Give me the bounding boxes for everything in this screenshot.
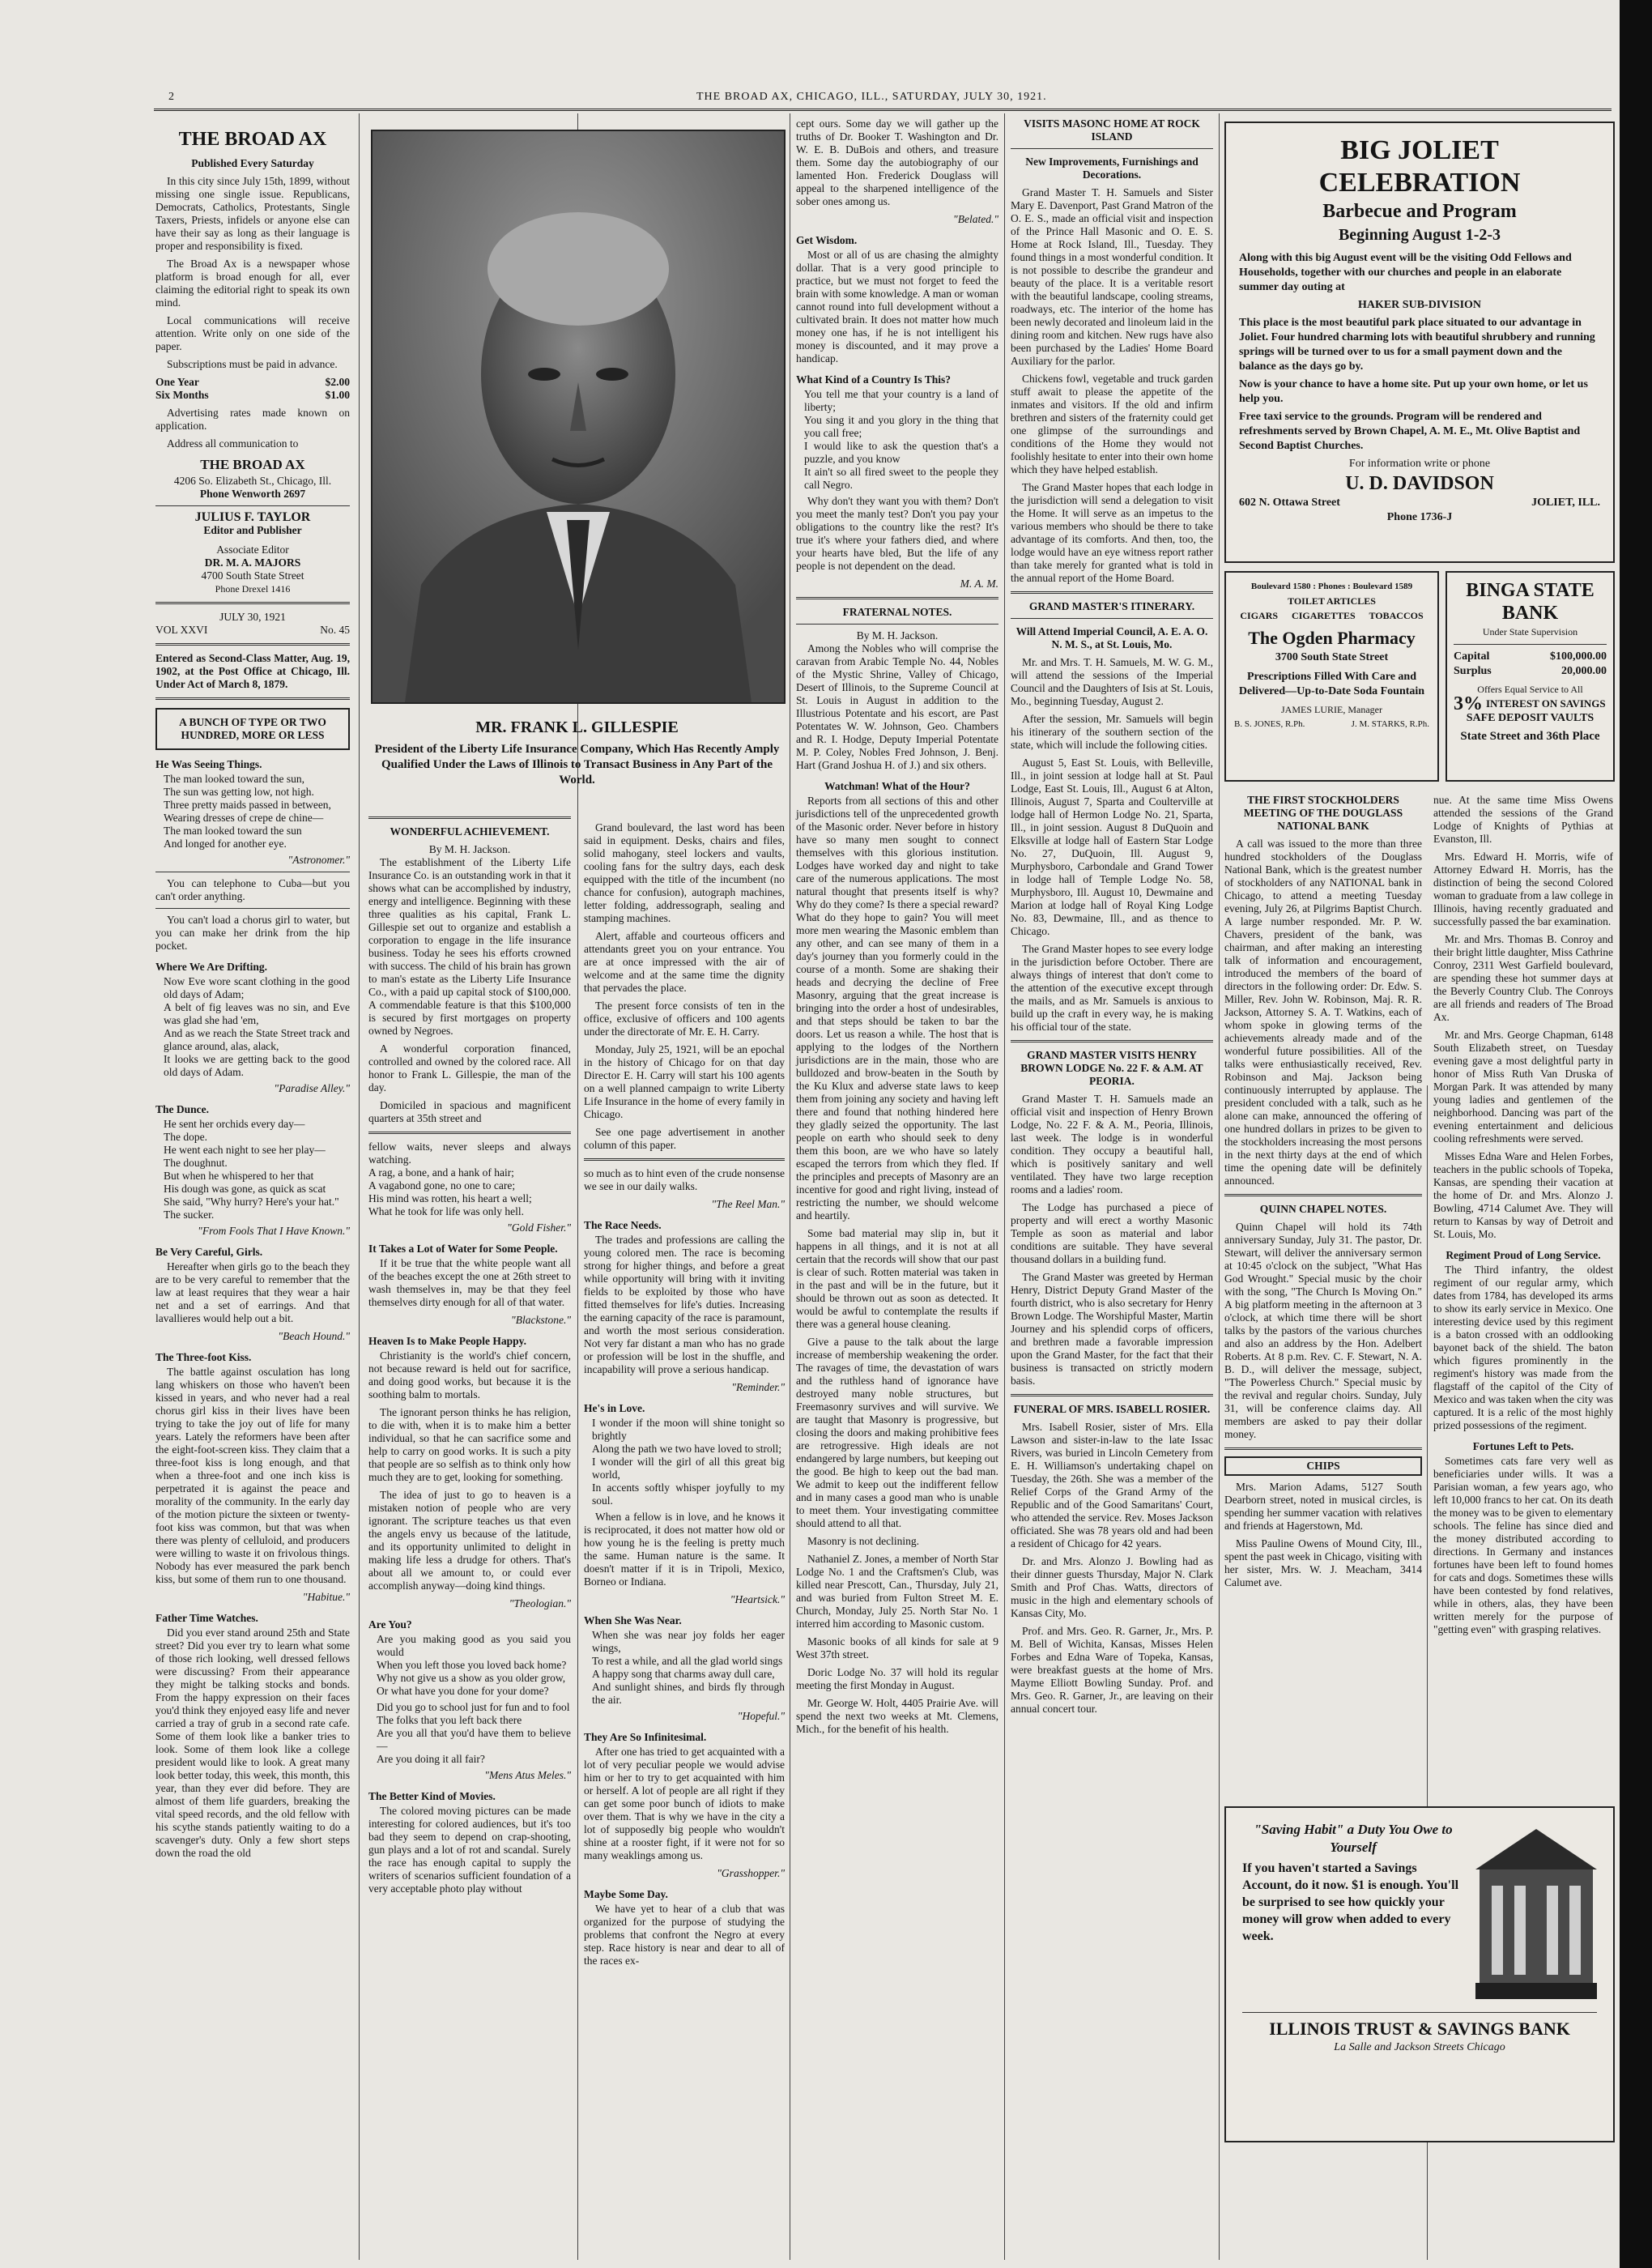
assoc-name: DR. M. A. MAJORS (204, 556, 301, 569)
label: Capital (1454, 650, 1490, 663)
ad-interest: INTEREST ON SAVINGS (1486, 697, 1606, 710)
paragraph: nue. At the same time Miss Owens attended the sessions of the Grand Lodge of Knights of Pythias at Evanston, Ill. (1433, 794, 1613, 845)
article-title: Father Time Watches. (155, 1612, 258, 1624)
paper-intro: In this city since July 15th, 1899, without missing one single issue. Republicans, Democrats, Catholics, Protestants, Single Taxers, Priests, infidels or anyone else can have their say as long as their language is proper and responsibility is fixed. (155, 175, 350, 252)
paragraph: The present force consists of ten in the office, exclusive of officers and 100 agents under the directorate of Mr. E. H. Carry. (584, 1000, 785, 1038)
byline: By M. H. Jackson. (428, 843, 511, 855)
paragraph: Doric Lodge No. 37 will hold its regular meeting the first Monday in August. (796, 1666, 998, 1691)
article-title: Maybe Some Day. (584, 1888, 668, 1900)
ad-phone: Phone 1736-J (1386, 511, 1453, 523)
poem: Are you making good as you said you would When you left those you loved back home? Why not give us a show as you older grow, Or what have you done for your dome? (377, 1633, 571, 1697)
divider (155, 697, 350, 700)
article-title: The Three-foot Kiss. (155, 1351, 252, 1363)
article-title: The Better Kind of Movies. (368, 1790, 496, 1802)
paragraph: The battle against osculation has long lang whiskers on those who haven't been kissed in years, and who never had a real chorus girl kiss in their lives have been trying to take the joy out of life for many years. Lately the reformers have been after the eight-foot-screen kiss. They claim that a three-foot kiss is long enough, and that when a three-foot and one inch kiss is perpetrated it is against the peace and morality of the community. In the early day of the motion picture the sixteen or twenty-foot kiss was common, but that was when there was plenty of celluloid, and producers were willing to waste it on frivolous things. Nobody has ever measured the park bench kiss, but some of them run to one thousand. (155, 1366, 350, 1585)
divider (1224, 1447, 1422, 1450)
paragraph: Grand Master T. H. Samuels and Sister Mary E. Davenport, Past Grand Matron of the O. E. S., made an official visit and inspection of the Prince Hall Masonic and O. E. S. Home at Rock Island, Ill., Tuesday. They found things in a most wonderful condition. It is not possible to describe the grandeur and beauty of the place. It is a veritable resort with the beautiful landscape, cooling streams, roadways, etc. The interior of the home has been newly decorated and linoleum laid in the dining room and kitchen. New rugs have also been purchased by the Ladies' Home Board Auxiliary for the parlor. (1011, 186, 1213, 367)
signature: "Heartsick." (730, 1593, 785, 1605)
paragraph: The establishment of the Liberty Life Insurance Co. is an outstanding work in that it shows what can be accomplished by industry, energy and intelligence. Beginning with these three qualities as his capital, Frank L. Gillespie set out to organize and establish a corporation to engage in the life insurance business. Today he sees his efforts crowned with success. The child of his brain has grown to man's estate as the Liberty Life Insurance Co., with a paid up capital stock of $100,000. A commendable feature is that this $100,000 is secured by first mortgages on property owned by Negroes. (368, 856, 571, 1037)
paragraph: Misses Edna Ware and Helen Forbes, teachers in the public schools of Topeka, Kansas, are spending their vacation at the home of Dr. and Mrs. Alonzo J. Bowling, 4714 Calumet Ave. They will return to Kansas by way of Detroit and St. Louis, Mo. (1433, 1150, 1613, 1240)
article-subtitle: Will Attend Imperial Council, A. E. A. O. N. M. S., at St. Louis, Mo. (1015, 625, 1208, 650)
article-title: He's in Love. (584, 1402, 645, 1414)
signature: "Gold Fisher." (507, 1221, 571, 1234)
paragraph: See one page advertisement in another column of this paper. (584, 1126, 785, 1151)
editor-name: JULIUS F. TAYLOR (194, 510, 311, 524)
divider (1011, 618, 1213, 619)
article-title: QUINN CHAPEL NOTES. (1259, 1203, 1387, 1215)
ad-supervision: Under State Supervision (1482, 626, 1578, 637)
ad-capital (1454, 650, 1607, 664)
divider (1242, 2012, 1597, 2013)
paragraph: Grand boulevard, the last word has been said in equipment. Desks, chairs and files, solid mahogany, steel lockers and vaults, cooling fans for the sultry days, each desk equipped with the title of the incumbent (no chance for confusion), autograph machines, letter folding, addressograph, sealing and stamping machines. (584, 821, 785, 924)
paragraph: Among the Nobles who will comprise the caravan from Arabic Temple No. 44, Nobles of the Mystic Shrine, Valley of Chicago, Desert of Illinois, to the Supreme Council at St. Louis in August in addition to the Illustrious Potentate and his escort, are Past Potentates W. W. Johnson, Geo. Chambers and R. I. Hodge, Deputy Imperial Potentate M. P. Coley, Nobles Fred Johnson, J. Benj. Hart (Grand Joshua H. of J.) and six others. (796, 642, 998, 771)
paper-subscriptions: Subscriptions must be paid in advance. (167, 358, 338, 370)
illinois-trust-ad (1224, 1806, 1615, 2142)
article-title: VISITS MASONC HOME AT ROCK ISLAND (1024, 117, 1200, 143)
rate-price: $2.00 (325, 376, 350, 388)
scan-edge (1620, 0, 1652, 2268)
pharmacist: B. S. JONES, R.Ph. (1234, 719, 1305, 729)
paragraph: Mrs. Isabell Rosier, sister of Mrs. Ella Lawson and sister-in-law to the late Issac Rivers, was buried in Lincoln Cemetery from E. H. Williamson's undertaking chapel on Tuesday, the 26th. She was a member of the Relief Corps of the Grand Army of the Republic and of the Good Samaritans' Court, who attended the service. Rev. Moses Jackson officiated. She was 78 years old and had been a resident of Chicago for 42 years. (1011, 1421, 1213, 1550)
divider (796, 624, 998, 625)
ad-title: BIG JOLIET CELEBRATION (1318, 135, 1521, 198)
paragraph: If it be true that the white people want all of the beaches except the one at 26th street to wash themselves in, may be that they feel themselves dirty enough for all of that water. (368, 1257, 571, 1308)
paragraph: Miss Pauline Owens of Mound City, Ill., spent the past week in Chicago, visiting with her sister, Mrs. W. J. Meacham, 3414 Calumet ave. (1224, 1537, 1422, 1588)
ad-bank-address: La Salle and Jackson Streets Chicago (1334, 2041, 1505, 2053)
ad-slogan: "Saving Habit" a Duty You Owe to Yourself (1254, 1822, 1453, 1855)
ad-name: The Ogden Pharmacy (1248, 628, 1416, 648)
poem: Now Eve wore scant clothing in the good old days of Adam; A belt of fig leaves was no sin, and Eve was glad she had 'em, And as we reach the State Street track and glance around, alas, alack, It looks we are getting back to the good old days of Adam. (164, 975, 350, 1078)
rate-label: Six Months (155, 389, 209, 401)
signature: "Habitue." (302, 1591, 350, 1603)
ad-title: BINGA STATE BANK (1466, 580, 1595, 624)
ad-paragraph: Along with this big August event will be the visiting Odd Fellows and Households, together with our churches and people in an elaborate summer day outing at (1239, 252, 1572, 293)
poem: Did you go to school just for fun and to fool The folks that you left back there Are you all that you'd have them to believe— Are you doing it all fair? (377, 1701, 571, 1765)
ad-body (1242, 1821, 1597, 2007)
label: Surplus (1454, 665, 1492, 677)
article-title: He Was Seeing Things. (155, 758, 262, 770)
page-header (32, 87, 1612, 109)
signature: "The Reel Man." (711, 1198, 785, 1210)
ad-vaults: SAFE DEPOSIT VAULTS (1466, 712, 1595, 724)
bunch-heading: A BUNCH OF TYPE OR TWO HUNDRED, MORE OR LESS (155, 708, 350, 750)
ad-subtitle: Barbecue and Program (1322, 201, 1517, 222)
divider (1011, 1040, 1213, 1042)
article-title: Regiment Proud of Long Service. (1446, 1249, 1601, 1261)
ad-address: 602 N. Ottawa Street (1239, 497, 1340, 509)
assoc-address: 4700 South State Street (201, 569, 304, 582)
column-3 (584, 810, 785, 2260)
paragraph: Hereafter when girls go to the beach they are to be very careful to remember that the law at least requires that they wear a hair net and a set of earrings. And that lavallieres would help out a bit. (155, 1260, 350, 1324)
ad-paragraph: Free taxi service to the grounds. Program will be rendered and refreshments served by Brown Chapel, A. M. E., Mt. Olive Baptist and Second Baptist Churches. (1239, 411, 1581, 452)
divider (1454, 644, 1607, 645)
column-rule (1004, 113, 1005, 2260)
poem: He sent her orchids every day— The dope. He went each night to see her play— The doughnut. But when he whispered to her that His dough was gone, as quick as scat She said, "Why hurry? Here's your hat." The sucker. (164, 1118, 339, 1221)
column-4 (796, 117, 998, 2260)
signature: M. A. M. (960, 578, 998, 590)
value: $100,000.00 (1550, 650, 1607, 663)
ad-bank-name: ILLINOIS TRUST & SAVINGS BANK (1269, 2019, 1570, 2039)
article-title: FUNERAL OF MRS. ISABELL ROSIER. (1013, 1403, 1211, 1415)
signature: "Belated." (953, 213, 998, 225)
signature: "Mens Atus Meles." (484, 1769, 571, 1781)
paragraph: Masonic books of all kinds for sale at 9 West 37th street. (796, 1635, 998, 1660)
signature: "From Fools That I Have Known." (198, 1225, 350, 1237)
paragraph: Mrs. Edward H. Morris, wife of Attorney Edward H. Morris, has the distinction of being the second Colored woman to graduate from a law college in Illinois, having recently graduated and successfully passed the bar examination. (1433, 850, 1613, 927)
divider (368, 1132, 571, 1134)
article-title: WONDERFUL ACHIEVEMENT. (390, 825, 550, 838)
paragraph: Mr. George W. Holt, 4405 Prairie Ave. will spend the next two weeks at Mt. Clemens, Mich., for the benefit of his health. (796, 1697, 998, 1735)
ad-address: 3700 South State Street (1275, 651, 1389, 663)
paper-title: THE BROAD AX (178, 129, 327, 150)
article-title: GRAND MASTER VISITS HENRY BROWN LODGE No. 22 F. & A.M. AT PEORIA. (1020, 1049, 1203, 1087)
spacer (584, 810, 785, 821)
paragraph: After the session, Mr. Samuels will begin his itinerary of the southern section of the state, which will include the following cities. (1011, 713, 1213, 751)
article-title: Get Wisdom. (796, 234, 858, 246)
article-title: Watchman! What of the Hour? (824, 780, 970, 792)
article-title: THE FIRST STOCKHOLDERS MEETING OF THE DOUGLASS NATIONAL BANK (1243, 794, 1403, 832)
rate-row (155, 376, 350, 389)
address-intro: Address all communication to (167, 437, 299, 450)
paragraph: The Lodge has purchased a piece of property and will erect a worthy Masonic Temple as soon as material and labor conditions are suitable. They have several thousand dollars in a building fund. (1011, 1201, 1213, 1265)
paragraph: Nathaniel Z. Jones, a member of North Star Lodge No. 1 and the Craftsmen's Club, was killed near Prescott, Can., Thursday, July 21, and was buried from Fulton Street M. E. Church, Monday, July 25. North Star No. 1 interred him according to Masonic custom. (796, 1553, 998, 1630)
paragraph: Mr. and Mrs. Thomas B. Conroy and their bright little daughter, Miss Cathrine Conroy, 2311 West Garfield boulevard, are spending these hot summer days at the Beverly Country Club. The Conroys are all friends and readers of The Broad Ax. (1433, 933, 1613, 1023)
paragraph: Monday, July 25, 1921, will be an epochal in the history of Chicago for on that day Director E. H. Carry will start his 100 agents on a well planned campaign to write Liberty Life Insurance in the home of every family in Chicago. (584, 1043, 785, 1120)
column-masthead (155, 122, 350, 2260)
address-street: 4206 So. Elizabeth St., Chicago, Ill. (173, 475, 332, 487)
ad-location: State Street and 36th Place (1460, 730, 1600, 743)
ad-pharmacists (1234, 717, 1429, 731)
paragraph: Prof. and Mrs. Geo. R. Garner, Jr., Mrs. P. M. Bell of Wichita, Kansas, Misses Helen Forbes and Edna Ware of Topeka, Kansas, were breakfast guests at the home of Mrs. Mayme Elliott Bowling Sunday. Prof. and Mrs. Geo. R. Garner, Jr., are leaving on their annual concert tour. (1011, 1625, 1213, 1715)
poem: I wonder if the moon will shine tonight so brightly Along the path we two have loved to stroll; I wonder will the girl of all this great big world, In accents softly whisper joyfully to my soul. (592, 1417, 785, 1507)
paragraph: Grand Master T. H. Samuels made an official visit and inspection of Henry Brown Lodge, No. 22 F. & A. M., Peoria, Illinois, last week. The lodge is in wonderful condition. They occupy a beautiful hall, which is positively sanitary and well ventilated. They have two large reception rooms and a ladies' room. (1011, 1093, 1213, 1196)
article-title: FRATERNAL NOTES. (842, 606, 952, 618)
signature: "Reminder." (731, 1381, 785, 1393)
column-5 (1011, 117, 1213, 2260)
entered-notice: Entered as Second-Class Matter, Aug. 19, 1902, at the Post Office at Chicago, Ill. Under Act of March 8, 1879. (155, 652, 350, 690)
paragraph: Domiciled in spacious and magnificent quarters at 35th street and (368, 1099, 571, 1124)
paragraph: Give a pause to the talk about the large increase of membership weakening the order. The ravages of time, the devastation of wars and the ruthless hand of ignorance have destroyed many noble structures, but Freemasonry survives and will survive. We are taught that Masonry is progressive, but closing the doors and making prohibitive fees are retrogressive. High ideals are not endangered by large numbers, but keeping out the good. Be high to keep out the bad man. We admit to keep out the indifferent fellow and in many cases a good man who is unable to meet them. Your investigating committee should attend to all that. (796, 1336, 998, 1529)
paragraph: We have yet to hear of a club that was organized for the purpose of studying the problems that confront the Negro at every step. Race history is near and dear to all of the races ex- (584, 1903, 785, 1967)
running-masthead: THE BROAD AX, CHICAGO, ILL., SATURDAY, JULY 30, 1921. (696, 91, 1047, 103)
ad-surplus (1454, 664, 1607, 679)
issue-date: JULY 30, 1921 (219, 611, 286, 623)
binga-bank-ad (1446, 571, 1615, 782)
divider (1011, 148, 1213, 149)
paragraph: Mrs. Marion Adams, 5127 South Dearborn street, noted in musical circles, is spending her summer vacation with relatives and friends at Hagerstown, Md. (1224, 1481, 1422, 1532)
signature: "Theologian." (509, 1597, 571, 1609)
ad-toilet: TOILET ARTICLES (1288, 595, 1376, 607)
assoc-label: Associate Editor (216, 544, 289, 556)
paragraph: A call was issued to the more than three hundred stockholders of the Douglass National Bank, which is the greatest number of stockholders of any NATIONAL bank in Chicago, to attend a meeting Tuesday evening, July 26, at Pilgrims Baptist Church. A large number responded. Mr. P. W. Chavers, president of the bank, was chairman, and after making an interesting talk of information and encouragement, introduced the members of the board of directors in the following order: Dr. Edw. S. Miller, Rev. John W. Robinson, Maj. R. R. Jackson, Attorney S. A. T. Watkins, each of whom spoke in glowing terms of the achievements already made and of the wonderful future possibilities. All of the talks were enthusiastically received, Rev. Robinson and Maj. Jackson being continuously interrupted by applause. The president concluded with a talk, such as he alone can make, announced the offering of one hundred dollars in prizes to be given to the stockholders increasing the most persons in the next thirty days at the end of which time the opening date will be definitely announced. (1224, 838, 1422, 1187)
paragraph: cept ours. Some day we will gather up the truths of Dr. Booker T. Washington and Dr. W. E. B. DuBois and others, and treasure them. Some day the autobiography of our lamented Hon. Frederick Douglass will appeal to the sharpened intelligence of the sober ones among us. (796, 117, 998, 207)
paragraph: Masonry is not declining. (807, 1535, 919, 1547)
ad-paragraph: If you haven't started a Savings Account, do it now. $1 is enough. You'll be surprised to see how quickly your money will grow when added to every week. (1242, 1861, 1459, 1943)
paper-subtitle: Published Every Saturday (191, 157, 314, 169)
ad-text (1242, 1821, 1464, 2007)
paragraph: The trades and professions are calling the young colored men. The race is becoming strong for higher things, and before a great while opportunity will bring with it inviting fields to be exploited by those who have fitted themselves for life's duties. Increasing the earning capacity of the race is paramount, and worth the most serious consideration. Not very far distant a man who has no grade or profession will be lost in the shuffle, and incapability will prove a serious handicap. (584, 1234, 785, 1375)
ad-phones: Boulevard 1580 : Phones : Boulevard 1589 (1250, 582, 1413, 591)
divider (1011, 591, 1213, 594)
joliet-ad (1224, 122, 1615, 563)
signature: "Grasshopper." (717, 1867, 785, 1879)
value: 20,000.00 (1561, 665, 1607, 677)
article-title: Fortunes Left to Pets. (1472, 1440, 1574, 1452)
paragraph: Mr. and Mrs. George Chapman, 6148 South Elizabeth street, on Tuesday evening gave a most delightful party in honor of Miss Ruth Van Druska of Morgan Park. It was attended by many young ladies and gentlemen of the neighborhood. Dancing was part of the evening entertainment and delicious cooling refreshments were served. (1433, 1029, 1613, 1145)
ad-paragraph: Now is your chance to have a home site. Put up your own home, or let us help you. (1239, 378, 1588, 405)
caption-title: MR. FRANK L. GILLESPIE (475, 718, 679, 736)
divider (155, 505, 350, 506)
article-title: The Dunce. (155, 1103, 210, 1115)
paragraph: Mr. and Mrs. T. H. Samuels, M. W. G. M., will attend the sessions of the Imperial Council and the Daughters of Isis at St. Louis, Mo., beginning Tuesday, August 2. (1011, 656, 1213, 707)
page-number: 2 (168, 91, 175, 103)
ad-interest-row (1454, 693, 1607, 714)
photo-caption (368, 711, 786, 808)
article-title: Are You? (368, 1618, 412, 1631)
signature: "Blackstone." (511, 1314, 571, 1326)
pharmacist: J. M. STARKS, R.Ph. (1351, 719, 1429, 729)
ad-paragraph: Prescriptions Filled With Care and Delivered—Up-to-Date Soda Fountain (1238, 671, 1425, 697)
rate-row (155, 389, 350, 402)
ad-offer: Offers Equal Service to All (1477, 684, 1583, 695)
paragraph: You can telephone to Cuba—but you can't order anything. (155, 877, 350, 902)
paragraph: The ignorant person thinks he has religion, to die with, when it is to make him a better individual, so that he can sacrifice some and help to carry on good works. It is such a pity that people are so selfish as to think only how much they are to get, looking for something. (368, 1406, 571, 1483)
divider (796, 597, 998, 599)
paragraph: You can't load a chorus girl to water, but you can make her drink from the hip pocket. (155, 914, 350, 952)
article-title: GRAND MASTER'S ITINERARY. (1028, 600, 1195, 612)
column-7 (1433, 794, 1613, 1635)
signature: "Paradise Alley." (274, 1082, 350, 1094)
article-title: Where We Are Drifting. (155, 961, 267, 973)
editor-title: Editor and Publisher (203, 524, 302, 536)
article-title: They Are So Infinitesimal. (584, 1731, 707, 1743)
divider (368, 816, 571, 819)
signature: "Beach Hound." (278, 1330, 350, 1342)
paragraph: The Grand Master hopes to see every lodge in the jurisdiction before October. There are always things of interest that don't come to the attention of the executive except through the mails, and as Mr. Samuels is anxious to build up the craft in every way, he is making his official tour of the state. (1011, 943, 1213, 1033)
paragraph: Chickens fowl, vegetable and truck garden stuff await to please the appetite of the inmates and visitors. If the old and infirm brethren and sisters of the fraternity could get one glimpse of the surroundings and conditions of the Home they would not foolishly hesitate to enter into their own home which they have helped establish. (1011, 373, 1213, 475)
bank-building-icon (1475, 1821, 1597, 2007)
poem: fellow waits, never sleeps and always watching. A rag, a bone, and a hank of hair; A vagabond gone, no one to care; His mind was rotten, his heart a well; What he took for life was only hell. (368, 1140, 571, 1217)
article-title: CHIPS (1224, 1456, 1422, 1476)
volume: VOL XXVI (155, 624, 208, 636)
assoc-phone: Phone Drexel 1416 (215, 583, 291, 595)
ad-rate: 3% (1454, 693, 1483, 714)
column-rule (359, 113, 360, 2260)
paragraph: Reports from all sections of this and other jurisdictions tell of the unprecedented growth of the Masonic order. Never before in history have so many men sought to connect themselves with this glorious institution. Lodges have worked day and night to take care of the numerous applications. The most natural thought that presents itself is why? Why do they come? Is there a special reward? What do they hope to gain? You will meet more men wearing the Masonic emblem than any other, and can see many of them in a day's journey than you formerly could in the course of a month. Some are shaking their heads and decrying the decline of Free Masonry, arguing that the great increase is bringing into the order a host of undesirables, and that steps should be taken to bar the doors. Let us reason a while. The host that is applying to the lodges of the Northern jurisdictions are in the main, those who are bulldozed and brow-beaten in the South by the Ku Klux and adverse state laws to keep them from joining any society and having left there and found that nothing hindered here they gladly seized the opportunity. The last people on earth who should seek to deny them this boon, are we who have so lately escaped the terrors from which they fled. If the principles and precepts of Masonry are an incentive for good and right living, instead of restricting the number, we should welcome and heartily. (796, 795, 998, 1221)
divider (155, 602, 350, 604)
ad-items: CIGARS CIGARETTES TOBACCOS (1240, 610, 1424, 621)
portrait-photo (371, 130, 786, 704)
paragraph: The Third infantry, the oldest regiment of our regular army, which dates from 1784, has developed its arms to show its early service in Mexico. One interesting device used by this regiment is a baton crossed with an oddlooking bayonet back of the shield. The baton which figures prominently in the regiment's history was made from the flagstaff of the capitol of the City of Mexico and was taken when the city was captured. It is a relic of the most highly prized possessions of the regiment. (1433, 1264, 1613, 1431)
paragraph: Alert, affable and courteous officers and attendants greet you on your entrance. You are at once impressed with the air of welcome and at the same time the dignity that pervades the place. (584, 930, 785, 994)
divider (1011, 1394, 1213, 1396)
article-title: It Takes a Lot of Water for Some People. (368, 1243, 558, 1255)
paragraph: Some bad material may slip in, but it happens in all things, and it is not at all certain that the records will show that our past is clear of such. Rotten material was taken in in the past and will be in the future, but it should be thrown out as soon as detected. It would be awful to contemplate the results if there was a general house cleaning. (796, 1227, 998, 1330)
article-subtitle: New Improvements, Furnishings and Decorations. (1025, 156, 1199, 181)
header-rule (154, 109, 1612, 111)
paragraph: Most or all of us are chasing the almighty dollar. That is a very good principle to practice, but we must not forget to feed the brain with some knowledge. A man or woman cannot round into full development without a cultivated brain. It does not matter how much money one has, if he is not intelligent his money is discounted, and it may prove a handicap. (796, 249, 998, 364)
ad-place: HAKER SUB-DIVISION (1357, 299, 1482, 311)
column-rule (1219, 113, 1220, 2260)
article-title: What Kind of a Country Is This? (796, 373, 952, 386)
paragraph: Sometimes cats fare very well as beneficiaries under wills. It was a Parisian woman, a few years ago, who left 10,000 francs to her cat. On its death the money was to be given to elementary schools. The feline has since died and the money distributed according to directions. In Germany and instances fortunes have been left to found homes for cats and dogs. Sometimes these wills have been contested by fond relatives, while in others, alas, they have been written merely for the purpose of "getting even" with grasping relatives. (1433, 1455, 1613, 1635)
rate-label: One Year (155, 376, 199, 388)
address-phone: Phone Wenworth 2697 (199, 488, 306, 500)
article-title: When She Was Near. (584, 1614, 682, 1626)
paragraph: Dr. and Mrs. Alonzo J. Bowling had as their dinner guests Thursday, Major N. Clark Smith and Prof Chas. Watts, directors of music in the high and elementary schools of Kansas City, Mo. (1011, 1555, 1213, 1619)
paragraph: August 5, East St. Louis, with Belleville, Ill., in joint session at lodge hall at St. Paul Lodge, East St. Louis, Ill., August 6 at Alton, Illinois, August 7, Sparta and Coulterville at lodge hall of Hermon Lodge No. 21, Sparta, Ill., in joint session. August 8 DuQuoin and Elksville at lodge hall of Eastern Star Lodge No. 27, DuQuoin, Ill. August 9, Murphysboro, Carbondale and Grand Tower in lodge hall of Temple Lodge No. 58, Murphysboro, Ill. August 10, Dewmaine and Marion at lodge hall of Royal King Lodge No. 83, Dewmaine, Ill., and as thence to Chicago. (1011, 757, 1213, 937)
paragraph: The colored moving pictures can be made interesting for colored audiences, but it's too bad they seem to depend on crap-shooting, gun plays and a lot of rot and scandal. Surely the race has enough capital to supply the writers of scenarios sufficient foundation of a very acceptable photo play without (368, 1805, 571, 1895)
paragraph: The Grand Master was greeted by Herman Henry, District Deputy Grand Master of the fourth district, who is also secretary for Henry Brown Lodge. The Worshipful Master, Martin Journey and his splendid corps of officers, and brethren made a favorable impression upon the Grand Master, for the fact that their business is transacted on strictly modern basis. (1011, 1271, 1213, 1387)
poem: You tell me that your country is a land of liberty; You sing it and you glory in the thing that you call free; I would like to ask the question that's a puzzle, and you know It ain't so all fired sweet to the people they call Negro. (804, 388, 998, 491)
ad-contact-name: U. D. DAVIDSON (1345, 473, 1494, 494)
paragraph: The idea of just to go to heaven is a mistaken notion of people who are very ignorant. The scripture teaches us that even the angels envy us because of the latitude, and its opportunity unlimited to delight in making life less a drudge for others. That's about all we amount to, or could ever accomplish anyway—doing kind things. (368, 1489, 571, 1592)
divider (1224, 1194, 1422, 1196)
ad-city: JOLIET, ILL. (1531, 497, 1600, 509)
paragraph: Why don't they want you with them? Don't you meet the manly test? Don't you pay your obligations to the country like the rest? It's true it's where your fathers died, and where your hearts have bled, But the life of any people is not dependent on the dead. (796, 495, 998, 572)
volume-row (155, 624, 350, 637)
paragraph: Christianity is the world's chief concern, not because reward is held out for sacrifice, and doing good works, but because it is the soothing balm to mortals. (368, 1349, 571, 1400)
signature: "Astronomer." (287, 854, 350, 866)
divider (155, 643, 350, 646)
ad-info: For information write or phone (1348, 458, 1491, 470)
paragraph: Quinn Chapel will hold its 74th anniversary Sunday, July 31. The pastor, Dr. Stewart, will deliver the anniversary sermon at 10:45 o'clock on the subject, "What Has God Wrought." Special music by the choir with the song, "The Church Is Moving On." A big platform meeting in the afternoon at 3 o'clock, at which time there will be short talks by the pastors of the various churches and also an address by the Hon. Adelbert Roberts. At 8 p.m. Rev. C. F. Stewart, N. A. B. D., will deliver the message, subject, "The Powerless Church." Special music by the revival and regular choirs. Sunday, July 31, will be conference claims day. All members are asked to pay their dollar money. (1224, 1221, 1422, 1440)
signature: "Hopeful." (737, 1710, 785, 1722)
caption-subtitle: President of the Liberty Life Insurance Company, Which Has Recently Amply Qualified Under the Laws of Illinois to Transact Business in Any Part of the World. (374, 743, 780, 787)
paper-communications: Local communications will receive attention. Write only on one side of the paper. (155, 314, 350, 352)
poem: When she was near joy folds her eager wings, To rest a while, and all the glad world sings A happy song that charms away dull care, And sunlight shines, and birds fly through the air. (592, 1629, 785, 1706)
paragraph: When a fellow is in love, and he knows it is reciprocated, it does not matter how old or how young he is the feeling is pretty much the same. Human nature is the same. It doesn't matter if it is in Tripoli, Mexico, Borneo or Indiana. (584, 1511, 785, 1588)
divider (155, 908, 350, 909)
ogden-pharmacy-ad (1224, 571, 1439, 782)
paragraph: The Grand Master hopes that each lodge in the jurisdiction will send a delegation to visit the Home. It will serve as an impetus to the various members who should be there to take advantage of its comforts. And then, too, the lodge would have an eye witness report rather than take merely for granted what is told in the annual report of the Home Board. (1011, 481, 1213, 584)
article-title: Be Very Careful, Girls. (155, 1246, 263, 1258)
address-name: THE BROAD AX (200, 457, 305, 472)
poem: The man looked toward the sun, The sun was getting low, not high. Three pretty maids passed in between, Wearing dresses of crepe de chine— The man looked toward the sun And longed for another eye. (164, 773, 331, 850)
paper-platform: The Broad Ax is a newspaper whose platform is broad enough for all, ever claiming the editorial right to speak its own mind. (155, 258, 350, 309)
ad-manager: JAMES LURIE, Manager (1281, 704, 1382, 715)
advertising-rates: Advertising rates made known on application. (155, 407, 350, 432)
divider (584, 1158, 785, 1161)
article-title: Heaven Is to Make People Happy. (368, 1335, 526, 1347)
ad-contact-row (1239, 496, 1600, 510)
paragraph: Did you ever stand around 25th and State street? Did you ever try to learn what some of those rich looking, well dressed fellows were discussing? From their appearance they might be talking stocks and bonds. From the happy expression on their faces you'd think they enjoyed easy life and never carried a tray of grub in a second rate cafe. Some of them look like a banker tries to look. Some of them look like a college president would like to look. A great many look better today, this week, this month, this year, than they ever did before. They are almost of them life guarders, breaking the vital speed records, and the old fellow with his scythe stands patiently waiting to do a scavenger's duty. Only a few short steps down the road the old (155, 1626, 350, 1859)
ad-dates: Beginning August 1-2-3 (1338, 226, 1501, 244)
paragraph: so much as to hint even of the crude nonsense we see in our daily walks. (584, 1167, 785, 1192)
ad-paragraph: This place is the most beautiful park place situated to our advantage in Joliet. Four hundred charming lots with beautiful shrubbery and running springs will be turned over to us for a small payment down and the balance as the days go by. (1239, 317, 1595, 373)
article-title: The Race Needs. (584, 1219, 662, 1231)
byline: By M. H. Jackson. (856, 629, 939, 642)
issue-number: No. 45 (320, 624, 350, 636)
rate-price: $1.00 (325, 389, 350, 401)
column-2 (368, 810, 571, 2260)
paragraph: A wonderful corporation financed, controlled and owned by the colored race. All honor to Frank L. Gillespie, the man of the day. (368, 1042, 571, 1094)
paragraph: After one has tried to get acquainted with a lot of very peculiar people we would advise him or her to try to get acquainted with him or herself. A lot of people are all right if they can get some poor bunch of idiots to make over them. That is why we have in the city a lot of supposedly big people who wouldn't shine at a rooster fight, if it were not for so many weaklings among us. (584, 1746, 785, 1861)
portrait-illustration (373, 131, 784, 702)
